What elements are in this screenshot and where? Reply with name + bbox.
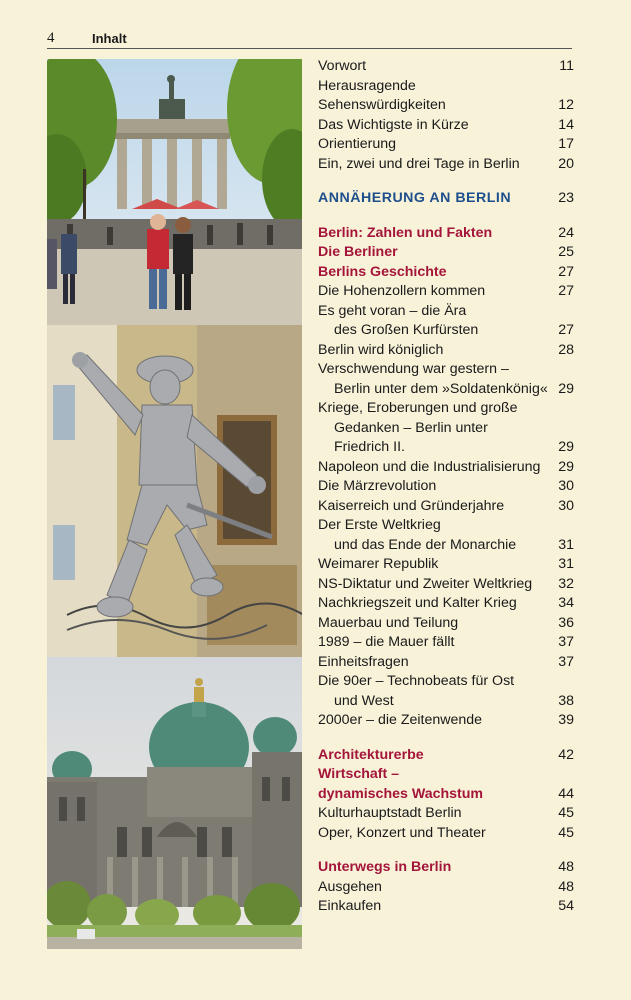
toc-entry-page: 17 xyxy=(558,136,574,152)
toc-entry-title: Architekturerbe xyxy=(318,746,424,763)
toc-entry-title: Oper, Konzert und Theater xyxy=(318,824,486,841)
toc-entry-page: 39 xyxy=(558,712,574,728)
toc-entry-title: ANNÄHERUNG AN BERLIN xyxy=(318,190,512,206)
toc-entry-title: Ausgehen xyxy=(318,878,382,895)
toc-section-heading xyxy=(318,189,574,209)
toc-entry-title: Verschwendung war gestern – xyxy=(318,361,509,377)
soldier-sculpture-photo xyxy=(47,325,302,657)
toc-entry xyxy=(318,516,574,536)
toc-entry xyxy=(318,399,574,419)
toc-entry xyxy=(318,282,574,302)
toc-entry xyxy=(318,804,574,824)
toc-entry-title: Kriege, Eroberungen und große xyxy=(318,400,518,416)
toc-entry-page: 44 xyxy=(558,785,574,802)
toc-entry-title: Unterwegs in Berlin xyxy=(318,859,452,875)
toc-entry-page: 30 xyxy=(558,497,574,514)
toc-entry-page: 12 xyxy=(558,97,574,113)
toc-entry xyxy=(318,302,574,322)
toc-entry xyxy=(318,96,574,116)
toc-entry-title: Es geht voran – die Ära xyxy=(318,302,467,319)
toc-entry xyxy=(318,419,574,439)
toc-entry xyxy=(318,824,574,844)
toc-entry xyxy=(318,155,574,175)
toc-entry-title: Vorwort xyxy=(318,58,367,74)
toc-entry xyxy=(318,878,574,898)
toc-entry-page: 25 xyxy=(558,244,574,260)
toc-entry-page: 37 xyxy=(558,634,574,650)
toc-entry-title: 1989 – die Mauer fällt xyxy=(318,634,455,650)
toc-entry xyxy=(318,263,574,283)
berlin-cathedral-photo xyxy=(47,657,302,949)
toc-entry xyxy=(318,243,574,263)
toc-entry xyxy=(318,77,574,97)
toc-entry-page: 45 xyxy=(558,805,574,821)
page-header xyxy=(47,30,572,49)
toc-entry xyxy=(318,785,574,805)
toc-entry-title: Berlin: Zahlen und Fakten xyxy=(318,224,493,241)
page-number: 4 xyxy=(47,30,55,46)
toc-entry xyxy=(318,653,574,673)
toc-entry-title: Weimarer Republik xyxy=(318,556,439,572)
toc-entry-title: Die Berliner xyxy=(318,244,398,260)
toc-entry-title: 2000er – die Zeitenwende xyxy=(318,712,483,728)
toc-entry-title: Berlin wird königlich xyxy=(318,341,444,358)
toc-entry xyxy=(318,438,574,458)
toc-entry-page: 29 xyxy=(558,458,574,475)
toc-entry xyxy=(318,858,574,878)
toc-entry-page: 54 xyxy=(558,898,574,914)
toc-entry xyxy=(318,224,574,244)
toc-entry-title: Berlin unter dem »Soldatenkönig« xyxy=(334,380,548,397)
toc-entry xyxy=(318,458,574,478)
toc-entry-title: Das Wichtigste in Kürze xyxy=(318,116,469,133)
brandenburg-gate-photo xyxy=(47,59,302,325)
toc-entry-page: 30 xyxy=(558,478,574,494)
toc-entry xyxy=(318,594,574,614)
toc-entry-page: 11 xyxy=(559,58,574,74)
toc-entry xyxy=(318,575,574,595)
toc-entry xyxy=(318,536,574,556)
toc-entry xyxy=(318,614,574,634)
toc-entry-title: und West xyxy=(334,692,394,709)
toc-entry-title: Nachkriegszeit und Kalter Krieg xyxy=(318,595,517,611)
toc-entry-page: 29 xyxy=(558,380,574,397)
toc-entry-page: 36 xyxy=(558,614,574,631)
toc-entry-title: Sehenswürdigkeiten xyxy=(318,97,446,113)
toc-entry-page: 31 xyxy=(558,556,574,572)
toc-entry-page: 14 xyxy=(558,116,574,133)
toc-entry-title: Wirtschaft – xyxy=(318,766,400,782)
toc-entry xyxy=(318,711,574,731)
toc-entry-title: Gedanken – Berlin unter xyxy=(334,419,488,436)
toc-entry-page: 31 xyxy=(558,536,574,553)
toc-entry-page: 29 xyxy=(558,439,574,455)
toc-entry-title: Ein, zwei und drei Tage in Berlin xyxy=(318,155,520,172)
toc-entry-page: 27 xyxy=(558,263,574,280)
toc-entry-title: Einheitsfragen xyxy=(318,653,409,670)
toc-entry-title: dynamisches Wachstum xyxy=(318,785,484,802)
toc-entry-page: 45 xyxy=(558,824,574,841)
toc-entry xyxy=(318,321,574,341)
toc-entry xyxy=(318,633,574,653)
toc-entry xyxy=(318,555,574,575)
toc-entry xyxy=(318,477,574,497)
page-title: Inhalt xyxy=(92,31,127,46)
toc-entry-title: Kulturhauptstadt Berlin xyxy=(318,805,462,821)
toc-entry-page: 28 xyxy=(558,341,574,358)
toc-entry-title: Die Märzrevolution xyxy=(318,478,437,494)
toc-entry-page: 38 xyxy=(558,692,574,709)
toc-entry-page: 48 xyxy=(558,859,574,875)
toc-entry-title: des Großen Kurfürsten xyxy=(334,322,479,338)
toc-entry-title: Napoleon und die Industrialisierung xyxy=(318,458,541,475)
toc-entry-title: Herausragende xyxy=(318,77,416,94)
toc-entry xyxy=(318,672,574,692)
toc-entry-page: 32 xyxy=(558,575,574,592)
toc-entry-title: Einkaufen xyxy=(318,898,382,914)
toc-entry-page: 23 xyxy=(558,190,574,206)
toc-entry-title: Berlins Geschichte xyxy=(318,263,447,280)
toc-entry-page: 34 xyxy=(558,595,574,611)
toc-entry xyxy=(318,341,574,361)
toc-entry-page: 48 xyxy=(558,878,574,895)
toc-entry-page: 27 xyxy=(558,283,574,299)
toc-entry xyxy=(318,360,574,380)
toc-entry-title: Kaiserreich und Gründerjahre xyxy=(318,497,505,514)
toc-entry xyxy=(318,497,574,517)
toc-entry-title: NS-Diktatur und Zweiter Weltkrieg xyxy=(318,575,533,592)
toc-entry-page: 42 xyxy=(558,746,574,763)
toc-entry xyxy=(318,746,574,766)
toc-entry xyxy=(318,116,574,136)
toc-entry xyxy=(318,765,574,785)
toc-entry-page: 24 xyxy=(558,224,574,241)
toc-entry xyxy=(318,135,574,155)
toc-entry-title: Mauerbau und Teilung xyxy=(318,614,459,631)
toc-entry xyxy=(318,380,574,400)
toc-entry xyxy=(318,897,574,917)
toc-entry-title: Die 90er – Technobeats für Ost xyxy=(318,673,515,689)
toc-entry-page: 20 xyxy=(558,155,574,172)
toc-entry-title: Die Hohenzollern kommen xyxy=(318,283,486,299)
toc-entry xyxy=(318,692,574,712)
toc-entry-title: und das Ende der Monarchie xyxy=(334,536,517,553)
toc-entry-title: Friedrich II. xyxy=(334,439,405,455)
toc-entry xyxy=(318,57,574,77)
toc-entry-title: Der Erste Weltkrieg xyxy=(318,517,441,533)
toc-entry-page: 37 xyxy=(558,653,574,670)
toc-entry-page: 27 xyxy=(558,322,574,338)
toc-entry-title: Orientierung xyxy=(318,136,397,152)
